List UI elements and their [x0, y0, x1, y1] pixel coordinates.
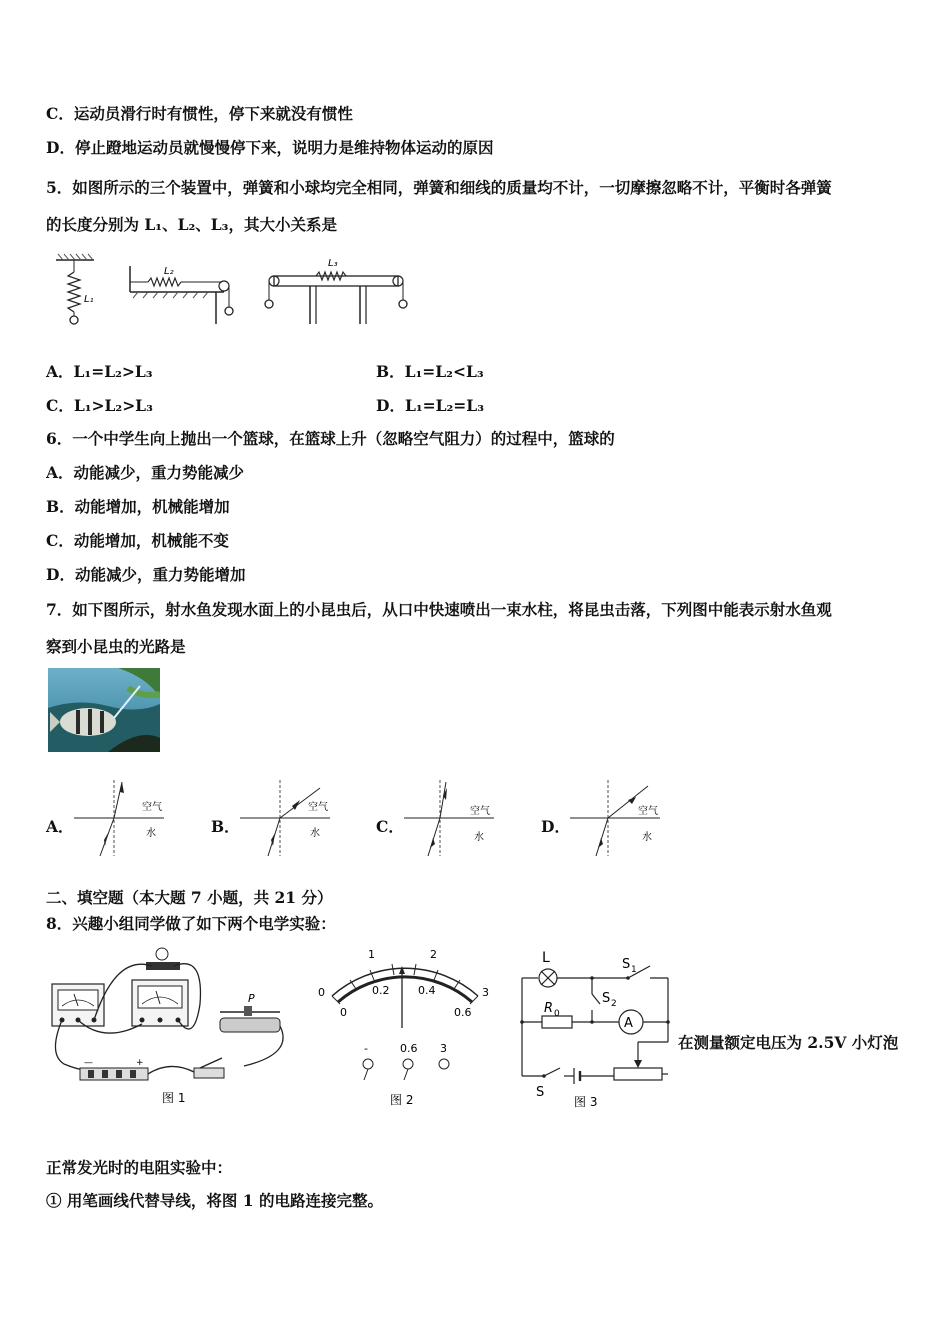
- q7-diagram-c: [400, 778, 500, 858]
- spring-device-1: [56, 254, 94, 324]
- inner-tick-1: 0.2: [372, 984, 390, 997]
- fig1-caption: 图 1: [162, 1091, 186, 1105]
- archerfish-photo: [48, 668, 160, 752]
- terminal-06: 0.6: [400, 1042, 418, 1055]
- ammeter-label: A: [624, 1016, 633, 1031]
- outer-tick-2: 2: [430, 948, 437, 961]
- rheostat-label: P: [248, 992, 255, 1005]
- q7-diagram-b: [236, 778, 336, 858]
- q5-option-d: D．L₁=L₂=L₃: [376, 396, 484, 415]
- q5-stem-line2: 的长度分别为 L₁、L₂、L₃，其大小关系是: [46, 215, 337, 234]
- q8-stem: 8．兴趣小组同学做了如下两个电学实验：: [46, 914, 336, 933]
- outer-tick-0: 0: [318, 986, 325, 999]
- inner-tick-3: 0.6: [454, 1006, 472, 1019]
- q8-figure-2: [310, 944, 500, 1109]
- q5-spring-figure: [48, 252, 418, 332]
- terminal-minus: -: [364, 1042, 368, 1055]
- q7-option-c-label: C．: [376, 817, 404, 836]
- q6-option-a: A．动能减少，重力势能减少: [46, 463, 245, 482]
- spring-device-2: [130, 266, 233, 324]
- fig3-caption: 图 3: [574, 1095, 598, 1109]
- q6-option-b: B．动能增加，机械能增加: [46, 497, 230, 516]
- water-label: 水: [474, 832, 484, 843]
- air-label: 空气: [308, 802, 328, 813]
- battery-minus: —: [84, 1058, 93, 1068]
- q8-continuation: 正常发光时的电阻实验中：: [46, 1158, 233, 1177]
- s2-label: S: [602, 991, 611, 1006]
- terminal-3: 3: [440, 1042, 447, 1055]
- water-label: 水: [642, 832, 652, 843]
- r0-sub: 0: [554, 1009, 560, 1019]
- q4-option-c: C．运动员滑行时有惯性，停下来就没有惯性: [46, 104, 353, 123]
- q8-side-text: 在测量额定电压为 2.5V 小灯泡: [678, 1033, 899, 1052]
- air-label: 空气: [142, 802, 162, 813]
- label-l1: L₁: [84, 294, 94, 305]
- label-l2: L₂: [164, 266, 174, 277]
- q6-stem: 6．一个中学生向上抛出一个篮球，在篮球上升（忽略空气阻力）的过程中，篮球的: [46, 429, 615, 448]
- fig2-caption: 图 2: [390, 1093, 414, 1107]
- s2-sub: 2: [611, 999, 617, 1009]
- q5-stem-line1: 5．如图所示的三个装置中，弹簧和小球均完全相同，弹簧和细线的质量均不计，一切摩擦忽略不计，平衡时各弹簧: [46, 178, 832, 197]
- label-l3: L₃: [328, 258, 338, 269]
- dial-ticks: [332, 964, 478, 1004]
- q8-figure-3: [514, 944, 674, 1114]
- water-label: 水: [146, 828, 156, 839]
- air-label: 空气: [638, 806, 658, 817]
- r0-label: R: [544, 1001, 554, 1016]
- spring-device-3: [265, 258, 407, 324]
- q6-option-d: D．动能减少，重力势能增加: [46, 565, 246, 584]
- q5-option-a: A．L₁=L₂>L₃: [46, 362, 153, 381]
- inner-tick-2: 0.4: [418, 984, 436, 997]
- battery-plus: +: [136, 1058, 144, 1068]
- water-label: 水: [310, 828, 320, 839]
- lamp-label: L: [542, 950, 550, 966]
- inner-tick-0: 0: [340, 1006, 347, 1019]
- q8-item-1: ① 用笔画线代替导线，将图 1 的电路连接完整。: [46, 1191, 383, 1210]
- q7-option-d-label: D．: [541, 817, 570, 836]
- q7-stem-line1: 7．如下图所示，射水鱼发现水面上的小昆虫后，从口中快速喷出一束水柱，将昆虫击落，下列图中能表示射水鱼观: [46, 600, 832, 619]
- s1-label: S: [622, 957, 631, 972]
- q5-option-b: B．L₁=L₂<L₃: [376, 362, 484, 381]
- q7-stem-line2: 察到小昆虫的光路是: [46, 637, 186, 656]
- s1-sub: 1: [631, 965, 637, 975]
- q7-option-a-label: A．: [46, 817, 74, 836]
- q5-option-c: C．L₁>L₂>L₃: [46, 396, 153, 415]
- q6-option-c: C．动能增加，机械能不变: [46, 531, 229, 550]
- q7-diagram-d: [566, 778, 666, 858]
- air-label: 空气: [470, 806, 490, 817]
- outer-tick-1: 1: [368, 948, 375, 961]
- outer-tick-3: 3: [482, 986, 489, 999]
- q7-diagram-a: [70, 778, 170, 858]
- switch-s-label: S: [536, 1085, 545, 1100]
- q8-figure-1: [44, 944, 294, 1109]
- q7-option-b-label: B．: [211, 817, 240, 836]
- q4-option-d: D．停止蹬地运动员就慢慢停下来，说明力是维持物体运动的原因: [46, 138, 494, 157]
- section-title: 二、填空题（本大题 7 小题，共 21 分）: [46, 888, 333, 907]
